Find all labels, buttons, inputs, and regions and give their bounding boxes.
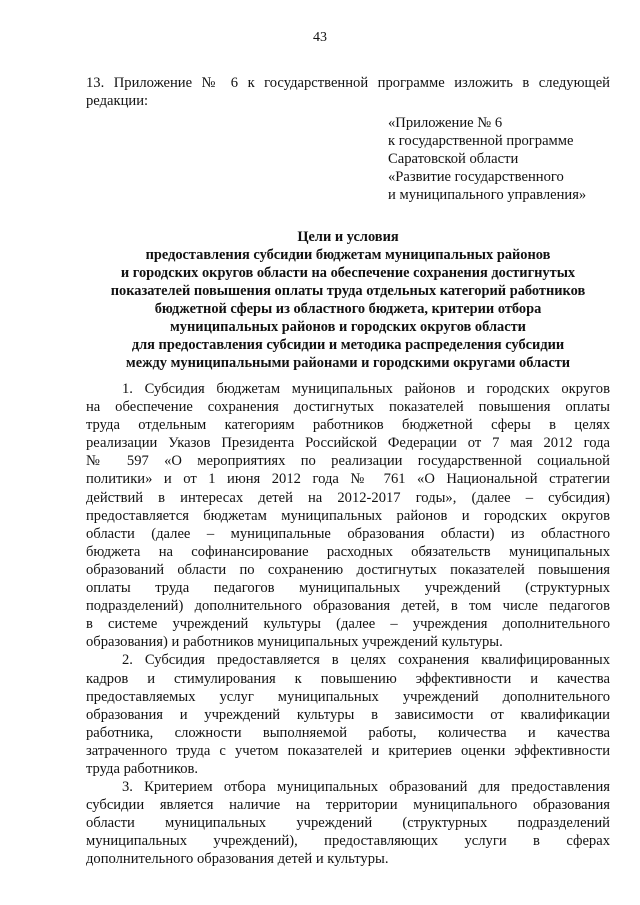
paragraph-3-line: муниципальных учреждений), предоставляющих услуги в сферах xyxy=(86,833,610,850)
paragraph-1-line: 1. Субсидия бюджетам муниципальных районов и городских округов xyxy=(122,381,610,397)
paragraph-1-line: в системе учреждений культуры (далее – учреждения дополнительного xyxy=(86,616,610,633)
intro-line-2: редакции: xyxy=(86,93,149,109)
appendix-header-line: к государственной программе xyxy=(388,133,574,149)
paragraph-1-line: политики» и от 1 июня 2012 года № 761 «О Национальной стратегии xyxy=(86,471,610,488)
paragraph-2-line: затраченного труда с учетом показателей и критериев оценки эффективности xyxy=(86,742,610,759)
paragraph-1-line: реализации Указов Президента Российской Федерации от 7 мая 2012 года xyxy=(86,435,610,452)
paragraph-3-line: субсидии является наличие на территории муниципального образования xyxy=(86,797,610,814)
title-line: между муниципальными районами и городскими округами области xyxy=(125,355,571,371)
paragraph-1-line: на обеспечение сохранения достигнутых показателей повышения оплаты xyxy=(86,399,610,416)
paragraph-1-line: области (далее – муниципальные образования области) из областного xyxy=(86,525,610,542)
paragraph-1-line: бюджета на софинансирование расходных обязательств муниципальных xyxy=(86,543,610,560)
paragraph-1-line: образования) и работников муниципальных учреждений культуры. xyxy=(86,634,503,651)
paragraph-2-line: кадров и стимулирования к повышению эффективности и качества xyxy=(86,670,610,687)
paragraph-2-line: 2. Субсидия предоставляется в целях сохранения квалифицированных xyxy=(122,652,610,669)
paragraph-2-line: работника, сложности выполняемой работы, количества и качества xyxy=(86,724,610,741)
appendix-header-line: Саратовской области xyxy=(388,151,519,167)
paragraph-1-line: предоставляется бюджетам муниципальных районов и городских округов xyxy=(86,507,610,524)
paragraph-2-line: труда работников. xyxy=(86,760,199,777)
paragraph-1-line: подразделений) дополнительного образования детей, в том числе педагогов xyxy=(86,598,610,615)
title-line: Цели и условия xyxy=(297,229,399,245)
title-line: бюджетной сферы из областного бюджета, критерии отбора xyxy=(154,301,542,317)
title-line: муниципальных районов и городских округов области xyxy=(170,319,526,335)
appendix-header xyxy=(388,114,586,204)
title-line: и городских округов области на обеспечение сохранения достигнутых xyxy=(120,265,576,281)
page-number: 43 xyxy=(313,30,327,45)
document-body xyxy=(86,380,610,869)
paragraph-2-line: предоставляемых услуг муниципальных учреждений дополнительного xyxy=(86,688,610,705)
appendix-header-line: «Развитие государственного xyxy=(388,169,564,185)
title-line: предоставления субсидии бюджетам муниципальных районов xyxy=(145,247,551,263)
paragraph-3-line: области муниципальных учреждений (структурных подразделений xyxy=(86,815,610,832)
intro-line-1: 13. Приложение № 6 к государственной программе изложить в следующей xyxy=(86,75,610,91)
paragraph-3-line: дополнительного образования детей и культуры. xyxy=(86,851,389,868)
title-line: для предоставления субсидии и методика распределения субсидии xyxy=(131,337,565,353)
paragraph-1-line: труда отдельным категориям работников бюджетной сферы в целях xyxy=(86,417,610,434)
paragraph-2-line: образования и учреждений культуры в зависимости от квалификации xyxy=(86,706,610,723)
paragraph-1-line: образований области по сохранению достигнутых показателей повышения xyxy=(86,561,610,578)
paragraph-1-line: оплаты труда педагогов муниципальных учреждений (структурных xyxy=(86,580,610,597)
title-line: показателей повышения оплаты труда отдельных категорий работников xyxy=(110,283,586,299)
paragraph-1-line: № 597 «О мероприятиях по реализации государственной социальной xyxy=(86,453,610,470)
appendix-header-line: и муниципального управления» xyxy=(388,187,587,203)
paragraph-1-line: действий в интересах детей на 2012-2017 годы», (далее – субсидия) xyxy=(86,489,610,506)
appendix-header-line: «Приложение № 6 xyxy=(388,115,503,131)
document-title xyxy=(86,228,610,372)
paragraph-3-line: 3. Критерием отбора муниципальных образований для предоставления xyxy=(122,779,610,796)
